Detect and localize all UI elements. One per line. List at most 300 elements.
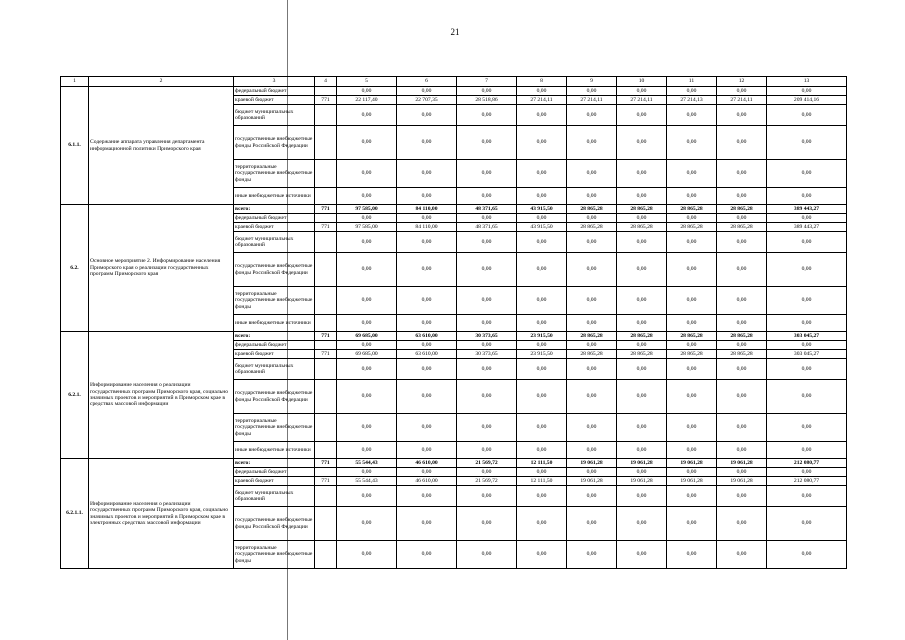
header-cell: 10 xyxy=(617,77,667,87)
value-cell: 0,00 xyxy=(617,468,667,477)
value-cell: 19 061,28 xyxy=(567,477,617,486)
value-cell: 27 214,11 xyxy=(617,96,667,105)
funding-source: федеральный бюджет xyxy=(234,468,315,477)
value-cell: 0,00 xyxy=(667,341,717,350)
value-cell: 0,00 xyxy=(397,468,457,477)
value-cell: 0,00 xyxy=(767,507,847,541)
value-cell: 0,00 xyxy=(337,414,397,442)
value-cell: 0,00 xyxy=(337,507,397,541)
value-cell: 0,00 xyxy=(457,468,517,477)
value-cell: 0,00 xyxy=(717,253,767,287)
value-cell: 0,00 xyxy=(567,359,617,380)
table-row xyxy=(61,459,847,468)
grbs-code xyxy=(315,160,337,188)
value-cell: 55 544,43 xyxy=(337,459,397,468)
header-cell: 3 xyxy=(234,77,315,87)
value-cell: 0,00 xyxy=(717,486,767,507)
value-cell: 0,00 xyxy=(517,468,567,477)
value-cell: 0,00 xyxy=(667,160,717,188)
value-cell: 0,00 xyxy=(667,253,717,287)
value-cell: 63 610,00 xyxy=(397,332,457,341)
value-cell: 0,00 xyxy=(337,315,397,332)
value-cell: 0,00 xyxy=(397,442,457,459)
funding-source: бюджет муниципальных образований xyxy=(234,232,315,253)
value-cell: 0,00 xyxy=(667,486,717,507)
value-cell: 0,00 xyxy=(717,380,767,414)
row-name: Информирование населения о реализации государственных программ Приморского края, социально значимых проектов и мероприятий в Приморском крае в средствах массовой информации xyxy=(89,332,234,459)
value-cell: 0,00 xyxy=(767,442,847,459)
value-cell: 0,00 xyxy=(517,287,567,315)
header-row xyxy=(61,77,847,87)
value-cell: 0,00 xyxy=(457,126,517,160)
value-cell: 0,00 xyxy=(397,232,457,253)
table-row xyxy=(61,332,847,341)
value-cell: 0,00 xyxy=(397,541,457,569)
value-cell: 48 371,65 xyxy=(457,205,517,214)
value-cell: 0,00 xyxy=(767,87,847,96)
value-cell: 0,00 xyxy=(517,160,567,188)
header-cell: 12 xyxy=(717,77,767,87)
value-cell: 0,00 xyxy=(617,414,667,442)
value-cell: 0,00 xyxy=(517,126,567,160)
value-cell: 0,00 xyxy=(767,214,847,223)
value-cell: 0,00 xyxy=(667,380,717,414)
value-cell: 97 585,00 xyxy=(337,223,397,232)
value-cell: 0,00 xyxy=(337,105,397,126)
value-cell: 0,00 xyxy=(517,105,567,126)
value-cell: 0,00 xyxy=(767,341,847,350)
value-cell: 0,00 xyxy=(767,253,847,287)
value-cell: 0,00 xyxy=(717,507,767,541)
value-cell: 0,00 xyxy=(667,414,717,442)
value-cell: 0,00 xyxy=(457,105,517,126)
header-cell: 13 xyxy=(767,77,847,87)
value-cell: 22 117,40 xyxy=(337,96,397,105)
table-row xyxy=(61,87,847,96)
value-cell: 0,00 xyxy=(337,287,397,315)
value-cell: 0,00 xyxy=(717,341,767,350)
value-cell: 0,00 xyxy=(617,507,667,541)
value-cell: 0,00 xyxy=(517,253,567,287)
funding-source: всего: xyxy=(234,332,315,341)
funding-source: иные внебюджетные источники xyxy=(234,442,315,459)
value-cell: 0,00 xyxy=(567,414,617,442)
value-cell: 27 214,11 xyxy=(567,96,617,105)
value-cell: 28 865,28 xyxy=(567,332,617,341)
value-cell: 0,00 xyxy=(337,380,397,414)
value-cell: 0,00 xyxy=(397,87,457,96)
value-cell: 27 214,11 xyxy=(517,96,567,105)
header-cell: 9 xyxy=(567,77,617,87)
value-cell: 0,00 xyxy=(617,160,667,188)
value-cell: 19 061,28 xyxy=(667,477,717,486)
funding-source: территориальные государственные внебюджетные фонды xyxy=(234,160,315,188)
value-cell: 0,00 xyxy=(517,359,567,380)
header-cell: 6 xyxy=(397,77,457,87)
value-cell: 28 865,28 xyxy=(717,350,767,359)
value-cell: 12 111,50 xyxy=(517,459,567,468)
value-cell: 0,00 xyxy=(617,126,667,160)
header-cell: 5 xyxy=(337,77,397,87)
funding-source: всего: xyxy=(234,205,315,214)
value-cell: 0,00 xyxy=(617,380,667,414)
table-body xyxy=(61,77,847,569)
value-cell: 84 110,00 xyxy=(397,205,457,214)
funding-source: территориальные государственные внебюджетные фонды xyxy=(234,287,315,315)
value-cell: 19 061,28 xyxy=(567,459,617,468)
value-cell: 0,00 xyxy=(667,468,717,477)
funding-source: государственные внебюджетные фонды Российской Федерации xyxy=(234,126,315,160)
value-cell: 0,00 xyxy=(457,253,517,287)
value-cell: 46 610,00 xyxy=(397,459,457,468)
value-cell: 0,00 xyxy=(517,315,567,332)
value-cell: 0,00 xyxy=(617,287,667,315)
value-cell: 0,00 xyxy=(717,414,767,442)
value-cell: 0,00 xyxy=(567,126,617,160)
funding-source: государственные внебюджетные фонды Российской Федерации xyxy=(234,380,315,414)
value-cell: 0,00 xyxy=(457,160,517,188)
value-cell: 0,00 xyxy=(717,541,767,569)
value-cell: 19 061,28 xyxy=(667,459,717,468)
value-cell: 0,00 xyxy=(517,414,567,442)
value-cell: 0,00 xyxy=(457,87,517,96)
value-cell: 0,00 xyxy=(517,214,567,223)
funding-source: краевой бюджет xyxy=(234,96,315,105)
funding-source: краевой бюджет xyxy=(234,350,315,359)
header-cell: 7 xyxy=(457,77,517,87)
value-cell: 28 865,28 xyxy=(567,350,617,359)
value-cell: 212 080,77 xyxy=(767,477,847,486)
value-cell: 0,00 xyxy=(567,468,617,477)
value-cell: 48 371,65 xyxy=(457,223,517,232)
value-cell: 389 443,27 xyxy=(767,223,847,232)
grbs-code: 771 xyxy=(315,96,337,105)
value-cell: 0,00 xyxy=(617,341,667,350)
table-row xyxy=(61,205,847,214)
value-cell: 0,00 xyxy=(767,287,847,315)
value-cell: 0,00 xyxy=(617,253,667,287)
value-cell: 0,00 xyxy=(567,341,617,350)
value-cell: 0,00 xyxy=(337,359,397,380)
value-cell: 0,00 xyxy=(457,541,517,569)
value-cell: 69 685,00 xyxy=(337,332,397,341)
value-cell: 28 865,28 xyxy=(667,350,717,359)
funding-source: всего: xyxy=(234,459,315,468)
grbs-code xyxy=(315,468,337,477)
value-cell: 0,00 xyxy=(337,541,397,569)
grbs-code xyxy=(315,486,337,507)
value-cell: 0,00 xyxy=(617,315,667,332)
value-cell: 19 061,28 xyxy=(617,459,667,468)
funding-source: бюджет муниципальных образований xyxy=(234,359,315,380)
value-cell: 28 865,28 xyxy=(617,223,667,232)
value-cell: 0,00 xyxy=(667,188,717,205)
value-cell: 389 443,27 xyxy=(767,205,847,214)
header-cell: 2 xyxy=(89,77,234,87)
value-cell: 0,00 xyxy=(517,232,567,253)
value-cell: 0,00 xyxy=(667,541,717,569)
value-cell: 0,00 xyxy=(717,188,767,205)
value-cell: 28 865,28 xyxy=(717,205,767,214)
value-cell: 0,00 xyxy=(617,105,667,126)
value-cell: 0,00 xyxy=(567,442,617,459)
value-cell: 0,00 xyxy=(667,232,717,253)
value-cell: 0,00 xyxy=(337,253,397,287)
value-cell: 0,00 xyxy=(397,214,457,223)
value-cell: 43 915,50 xyxy=(517,205,567,214)
value-cell: 69 685,00 xyxy=(337,350,397,359)
funding-source: федеральный бюджет xyxy=(234,87,315,96)
value-cell: 0,00 xyxy=(667,315,717,332)
funding-source: государственные внебюджетные фонды Российской Федерации xyxy=(234,253,315,287)
value-cell: 0,00 xyxy=(457,380,517,414)
grbs-code xyxy=(315,359,337,380)
value-cell: 0,00 xyxy=(567,87,617,96)
grbs-code: 771 xyxy=(315,205,337,214)
funding-source: бюджет муниципальных образований xyxy=(234,105,315,126)
value-cell: 0,00 xyxy=(717,214,767,223)
value-cell: 0,00 xyxy=(337,442,397,459)
value-cell: 0,00 xyxy=(337,160,397,188)
grbs-code xyxy=(315,541,337,569)
grbs-code xyxy=(315,87,337,96)
value-cell: 0,00 xyxy=(567,232,617,253)
value-cell: 55 544,43 xyxy=(337,477,397,486)
row-code: 6.2.1. xyxy=(61,332,89,459)
value-cell: 0,00 xyxy=(337,232,397,253)
grbs-code xyxy=(315,126,337,160)
value-cell: 0,00 xyxy=(567,287,617,315)
value-cell: 0,00 xyxy=(457,507,517,541)
value-cell: 23 915,50 xyxy=(517,332,567,341)
row-name: Основное мероприятие 2. Информирование населения Приморского края о реализации государственных программ Приморского края xyxy=(89,205,234,332)
value-cell: 0,00 xyxy=(767,486,847,507)
funding-source: федеральный бюджет xyxy=(234,214,315,223)
funding-source: бюджет муниципальных образований xyxy=(234,486,315,507)
value-cell: 0,00 xyxy=(767,105,847,126)
value-cell: 0,00 xyxy=(717,359,767,380)
value-cell: 0,00 xyxy=(617,541,667,569)
value-cell: 0,00 xyxy=(457,232,517,253)
grbs-code: 771 xyxy=(315,459,337,468)
value-cell: 0,00 xyxy=(397,105,457,126)
value-cell: 23 915,50 xyxy=(517,350,567,359)
value-cell: 28 865,28 xyxy=(667,223,717,232)
value-cell: 0,00 xyxy=(767,188,847,205)
funding-source: государственные внебюджетные фонды Российской Федерации xyxy=(234,507,315,541)
value-cell: 0,00 xyxy=(617,87,667,96)
grbs-code xyxy=(315,214,337,223)
funding-source: территориальные государственные внебюджетные фонды xyxy=(234,414,315,442)
value-cell: 0,00 xyxy=(517,486,567,507)
value-cell: 28 865,28 xyxy=(667,332,717,341)
value-cell: 0,00 xyxy=(717,232,767,253)
value-cell: 0,00 xyxy=(767,126,847,160)
value-cell: 0,00 xyxy=(567,315,617,332)
value-cell: 0,00 xyxy=(667,287,717,315)
value-cell: 0,00 xyxy=(717,126,767,160)
value-cell: 0,00 xyxy=(397,160,457,188)
value-cell: 28 865,28 xyxy=(567,205,617,214)
row-code: 6.2.1.1. xyxy=(61,459,89,569)
grbs-code xyxy=(315,414,337,442)
header-cell: 8 xyxy=(517,77,567,87)
value-cell: 30 373,65 xyxy=(457,350,517,359)
page-number: 21 xyxy=(450,27,460,37)
value-cell: 19 061,28 xyxy=(717,459,767,468)
value-cell: 30 373,65 xyxy=(457,332,517,341)
value-cell: 0,00 xyxy=(617,232,667,253)
value-cell: 28 865,28 xyxy=(617,350,667,359)
value-cell: 0,00 xyxy=(767,160,847,188)
value-cell: 22 707,35 xyxy=(397,96,457,105)
grbs-code xyxy=(315,315,337,332)
value-cell: 0,00 xyxy=(337,126,397,160)
value-cell: 0,00 xyxy=(767,315,847,332)
value-cell: 0,00 xyxy=(337,188,397,205)
grbs-code: 771 xyxy=(315,332,337,341)
value-cell: 0,00 xyxy=(457,442,517,459)
value-cell: 0,00 xyxy=(767,359,847,380)
value-cell: 0,00 xyxy=(397,486,457,507)
value-cell: 0,00 xyxy=(667,105,717,126)
value-cell: 0,00 xyxy=(337,214,397,223)
value-cell: 27 214,13 xyxy=(667,96,717,105)
value-cell: 0,00 xyxy=(457,188,517,205)
value-cell: 0,00 xyxy=(567,541,617,569)
value-cell: 28 865,28 xyxy=(717,223,767,232)
value-cell: 0,00 xyxy=(567,105,617,126)
funding-source: иные внебюджетные источники xyxy=(234,315,315,332)
value-cell: 0,00 xyxy=(337,87,397,96)
value-cell: 0,00 xyxy=(337,486,397,507)
value-cell: 209 414,16 xyxy=(767,96,847,105)
value-cell: 28 865,28 xyxy=(667,205,717,214)
value-cell: 0,00 xyxy=(397,359,457,380)
value-cell: 0,00 xyxy=(397,507,457,541)
value-cell: 0,00 xyxy=(717,87,767,96)
value-cell: 0,00 xyxy=(667,126,717,160)
value-cell: 0,00 xyxy=(517,188,567,205)
value-cell: 28 865,28 xyxy=(617,332,667,341)
value-cell: 0,00 xyxy=(667,87,717,96)
value-cell: 0,00 xyxy=(567,188,617,205)
value-cell: 0,00 xyxy=(617,214,667,223)
value-cell: 0,00 xyxy=(517,442,567,459)
value-cell: 63 610,00 xyxy=(397,350,457,359)
grbs-code: 771 xyxy=(315,223,337,232)
value-cell: 0,00 xyxy=(717,468,767,477)
value-cell: 0,00 xyxy=(567,253,617,287)
row-code: 6.1.1. xyxy=(61,87,89,205)
value-cell: 0,00 xyxy=(397,414,457,442)
grbs-code xyxy=(315,442,337,459)
value-cell: 0,00 xyxy=(457,214,517,223)
value-cell: 28 865,28 xyxy=(717,332,767,341)
grbs-code: 771 xyxy=(315,350,337,359)
value-cell: 0,00 xyxy=(457,414,517,442)
value-cell: 0,00 xyxy=(517,87,567,96)
value-cell: 0,00 xyxy=(397,315,457,332)
row-name: Информирование населения о реализации государственных программ Приморского края, социально значимых проектов и мероприятий в Приморском крае в электронных средствах массовой информации xyxy=(89,459,234,569)
value-cell: 0,00 xyxy=(517,541,567,569)
value-cell: 0,00 xyxy=(457,287,517,315)
value-cell: 0,00 xyxy=(337,341,397,350)
value-cell: 19 061,28 xyxy=(617,477,667,486)
grbs-code xyxy=(315,188,337,205)
budget-table xyxy=(60,76,847,569)
grbs-code xyxy=(315,105,337,126)
grbs-code xyxy=(315,380,337,414)
value-cell: 303 045,27 xyxy=(767,350,847,359)
value-cell: 212 080,77 xyxy=(767,459,847,468)
value-cell: 0,00 xyxy=(567,214,617,223)
value-cell: 0,00 xyxy=(457,486,517,507)
funding-source: иные внебюджетные источники xyxy=(234,188,315,205)
row-code: 6.2. xyxy=(61,205,89,332)
grbs-code xyxy=(315,253,337,287)
value-cell: 0,00 xyxy=(767,414,847,442)
grbs-code xyxy=(315,287,337,315)
value-cell: 0,00 xyxy=(397,341,457,350)
value-cell: 28 865,28 xyxy=(567,223,617,232)
value-cell: 84 110,00 xyxy=(397,223,457,232)
funding-source: краевой бюджет xyxy=(234,223,315,232)
value-cell: 0,00 xyxy=(397,287,457,315)
value-cell: 0,00 xyxy=(617,486,667,507)
value-cell: 0,00 xyxy=(567,380,617,414)
value-cell: 0,00 xyxy=(567,160,617,188)
funding-source: краевой бюджет xyxy=(234,477,315,486)
value-cell: 0,00 xyxy=(767,541,847,569)
value-cell: 21 569,72 xyxy=(457,477,517,486)
grbs-code xyxy=(315,232,337,253)
value-cell: 0,00 xyxy=(717,287,767,315)
value-cell: 19 061,28 xyxy=(717,477,767,486)
value-cell: 0,00 xyxy=(767,380,847,414)
value-cell: 0,00 xyxy=(667,214,717,223)
header-cell: 4 xyxy=(315,77,337,87)
value-cell: 0,00 xyxy=(717,160,767,188)
row-name: Содержание аппарата управления департамента информационной политики Приморского края xyxy=(89,87,234,205)
value-cell: 43 915,50 xyxy=(517,223,567,232)
grbs-code xyxy=(315,341,337,350)
value-cell: 0,00 xyxy=(397,253,457,287)
value-cell: 21 569,72 xyxy=(457,459,517,468)
value-cell: 0,00 xyxy=(667,359,717,380)
value-cell: 0,00 xyxy=(517,341,567,350)
value-cell: 28 518,86 xyxy=(457,96,517,105)
grbs-code: 771 xyxy=(315,477,337,486)
value-cell: 0,00 xyxy=(617,359,667,380)
value-cell: 0,00 xyxy=(517,507,567,541)
value-cell: 0,00 xyxy=(667,442,717,459)
value-cell: 0,00 xyxy=(567,486,617,507)
value-cell: 12 111,50 xyxy=(517,477,567,486)
value-cell: 0,00 xyxy=(717,105,767,126)
value-cell: 0,00 xyxy=(337,468,397,477)
value-cell: 0,00 xyxy=(567,507,617,541)
value-cell: 0,00 xyxy=(397,126,457,160)
value-cell: 97 585,00 xyxy=(337,205,397,214)
header-cell: 11 xyxy=(667,77,717,87)
header-cell: 1 xyxy=(61,77,89,87)
value-cell: 0,00 xyxy=(767,468,847,477)
value-cell: 27 214,11 xyxy=(717,96,767,105)
value-cell: 303 045,27 xyxy=(767,332,847,341)
value-cell: 0,00 xyxy=(457,359,517,380)
value-cell: 0,00 xyxy=(617,442,667,459)
